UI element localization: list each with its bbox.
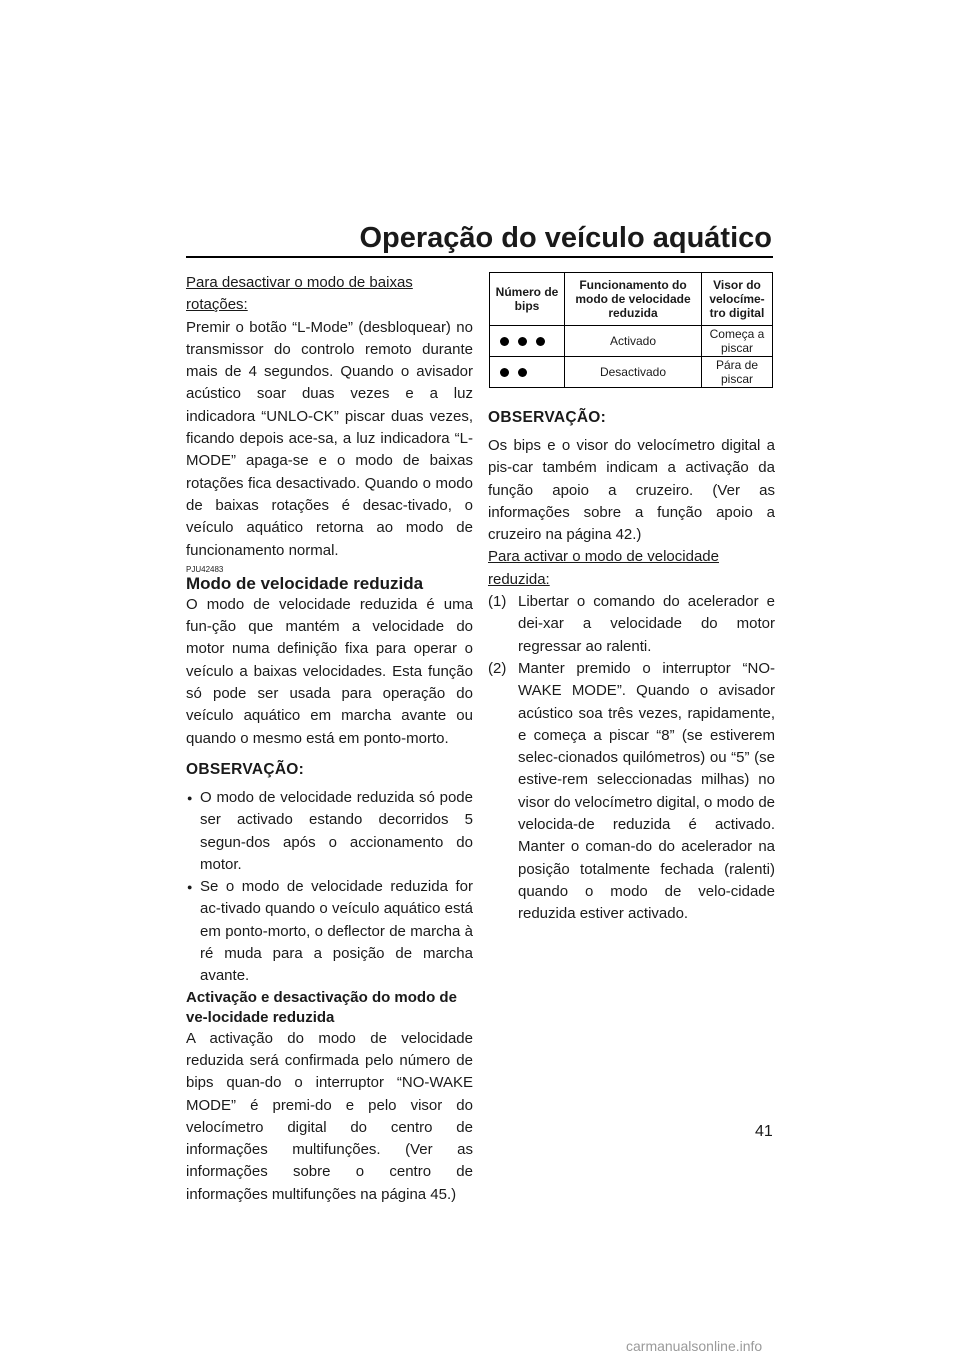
display-cell: Pára de piscar	[702, 357, 773, 388]
activate-heading: Para activar o modo de velocidade reduzida:	[488, 548, 719, 588]
page-number: 41	[755, 1123, 773, 1140]
note-heading: OBSERVAÇÃO:	[488, 409, 607, 426]
function-cell: Desactivado	[565, 357, 702, 388]
beeps-cell	[490, 326, 565, 357]
list-item: ● Se o modo de velocidade reduzida for ac-tivado quando o veículo aquático está em ponto-morto, o deflector de marcha à ré muda para a posição de marcha avante.	[186, 876, 473, 987]
sub-text: A activação do modo de velocidade reduzida será confirmada pelo número de bips quan-do o interruptor “NO-WAKE MODE” é premi-do e pelo visor do velocímetro digital do centro de informações multifunções. (Ver as informações sobre o centro de informações multifunções na página 45.)	[186, 1029, 473, 1203]
left-column	[186, 272, 473, 1206]
page-title: Operação do veículo aquático	[359, 222, 772, 254]
beeps-two	[492, 368, 562, 377]
function-cell: Activado	[565, 326, 702, 357]
beeps-table	[489, 272, 773, 388]
beeps-three	[492, 337, 562, 346]
activation-steps	[488, 591, 775, 925]
table-header-cell: Visor do velocíme-tro digital	[702, 273, 773, 326]
step-text: Libertar o comando do acelerador e dei-xar a velocidade do motor regressar ao ralenti.	[518, 593, 775, 655]
beep-dot-icon	[536, 337, 545, 346]
section-code: PJU42483	[186, 564, 224, 574]
watermark: carmanualsonline.info	[626, 1338, 763, 1354]
beep-dot-icon	[500, 337, 509, 346]
note-bullets	[186, 787, 473, 988]
section-title: Modo de velocidade reduzida	[186, 573, 424, 593]
note-text: Os bips e o visor do velocímetro digital a pis-car também indicam a activação da função apoio a cruzeiro. (Ver as informações sobre a função apoio a cruzeiro na página 42.)	[488, 437, 775, 544]
sub-heading: Activação e desactivação do modo de ve-locidade reduzida	[186, 988, 457, 1026]
deactivate-text: Premir o botão “L-Mode” (desbloquear) no transmissor do controlo remoto durante mais de 4 segundos. Quando o avisador acústico soar duas vezes e a luz indicadora “UNLO-CK” piscar duas vezes, ficando depois ace-sa, a luz indicadora “L-MODE” apaga-se e o modo de baixas rotações fica desactivado. Quando o modo de baixas rotações é desac-tivado, o veículo aquático retorna ao modo de funcionamento normal.	[186, 318, 473, 559]
table-header-row	[490, 273, 773, 326]
beep-dot-icon	[518, 337, 527, 346]
note-heading: OBSERVAÇÃO:	[186, 760, 305, 778]
table-header-cell: Número de bips	[490, 273, 565, 326]
header-rule	[186, 256, 773, 258]
step-text: Manter premido o interruptor “NO-WAKE MODE”. Quando o avisador acústico soa três vezes, rapidamente, e começa a piscar “8” (se estiverem selec-cionados quilómetros) ou “5” (se estive-rem seleccionadas milhas) no visor do velocímetro digital, o modo de velocida-de reduzida é activado. Manter o coman-do do acelerador na posição totalmente fechada (ralenti) quando o modo de velo-cidade reduzida estiver activado.	[518, 659, 775, 923]
right-column	[488, 272, 775, 926]
beep-dot-icon	[518, 368, 527, 377]
display-cell: Começa a piscar	[702, 326, 773, 357]
beeps-cell	[490, 357, 565, 388]
table-row	[490, 326, 773, 357]
beep-dot-icon	[500, 368, 509, 377]
list-item: ● O modo de velocidade reduzida só pode ser activado estando decorridos 5 segun-dos após o accionamento do motor.	[186, 787, 473, 876]
list-item	[488, 658, 775, 926]
list-item	[488, 591, 775, 658]
step-number: (1)	[488, 593, 507, 611]
section-text: O modo de velocidade reduzida é uma fun-ção que mantém a velocidade do motor numa definição fixa para operar o veículo a baixas velocidades. Esta função só pode ser usada para operação do veículo aquático em marcha avante ou quando o mesmo está em ponto-morto.	[186, 595, 473, 747]
step-number: (2)	[488, 659, 507, 677]
table-row	[490, 357, 773, 388]
deactivate-heading: Para desactivar o modo de baixas rotações:	[186, 274, 413, 314]
table-header-cell: Funcionamento do modo de velocidade reduzida	[565, 273, 702, 326]
